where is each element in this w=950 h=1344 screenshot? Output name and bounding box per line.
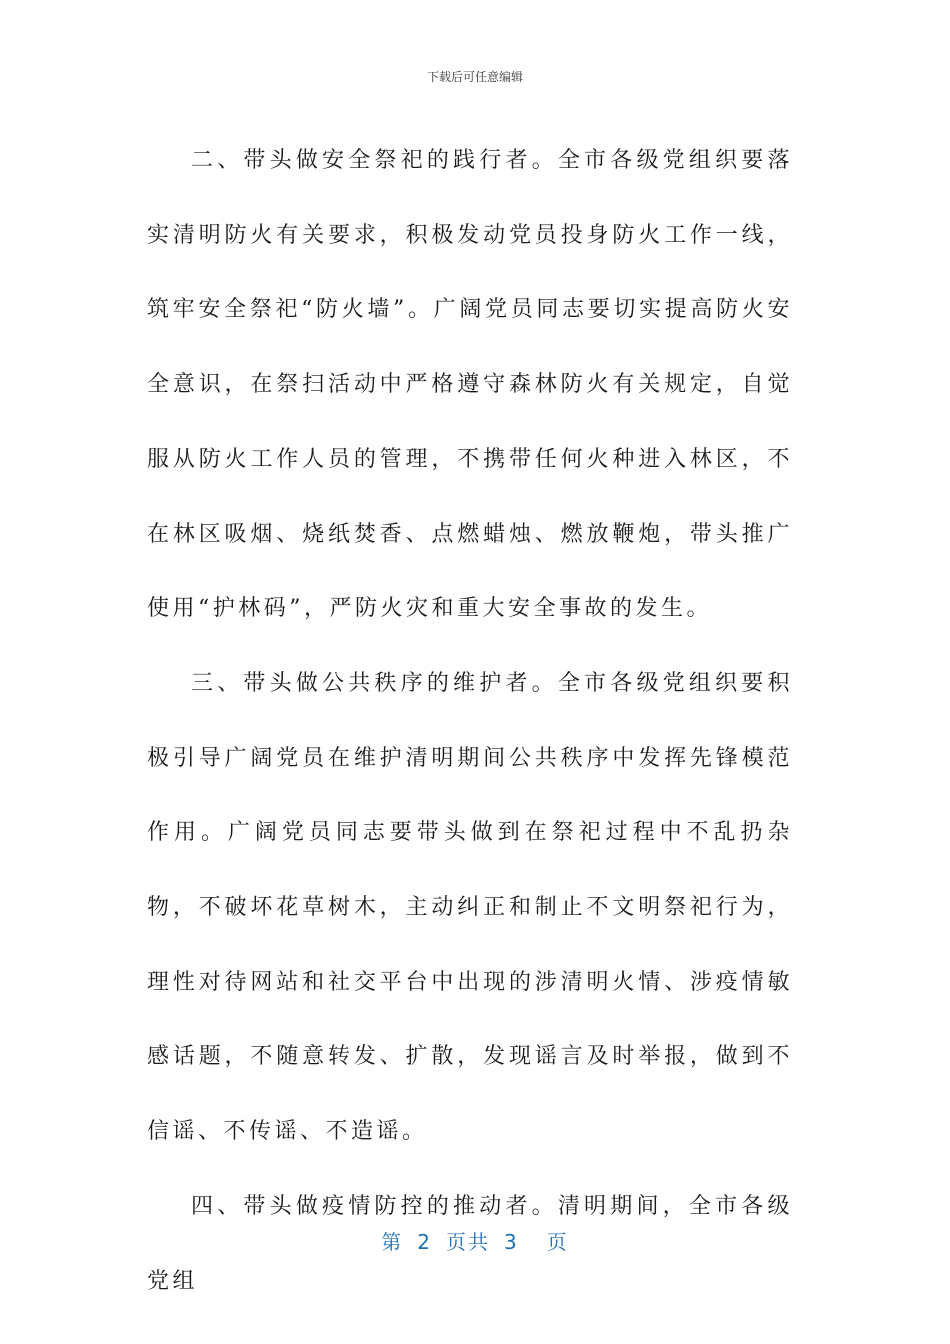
page-number-footer [0,1226,950,1255]
paragraph-3: 三、带头做公共秩序的维护者。全市各级党组织要积极引导广阔党员在维护清明期间公共秩序中发挥先锋模范作用。广阔党员同志要带头做到在祭祀过程中不乱扔杂物，不破坏花草树木，主动纠正和制止不文明祭祀行为，理性对待网站和社交平台中出现的涉清明火情、涉疫情敏感话题，不随意转发、扩散，发现谣言及时举报，做到不信谣、不传谣、不造谣。 [147,670,793,1145]
current-page-number: 2 [417,1230,432,1254]
footer-middle: 页共 [446,1230,490,1254]
footer-suffix: 页 [546,1230,569,1254]
document-body [147,124,793,1319]
page-header: 下载后可任意编辑 [426,70,523,84]
total-page-number: 3 [504,1230,519,1254]
footer-prefix: 第 [381,1230,404,1254]
paragraph-2: 二、带头做安全祭祀的践行者。全市各级党组织要落实清明防火有关要求，积极发动党员投身防火工作一线，筑牢安全祭祀“防火墙”。广阔党员同志要切实提高防火安全意识，在祭扫活动中严格遵守森林防火有关规定，自觉服从防火工作人员的管理，不携带任何火种进入林区，不在林区吸烟、烧纸焚香、点燃蜡烛、燃放鞭炮，带头推广使用“护林码”，严防火灾和重大安全事故的发生。 [147,148,793,622]
paragraph-4: 四、带头做疫情防控的推动者。清明期间，全市各级党组 [147,1193,793,1294]
